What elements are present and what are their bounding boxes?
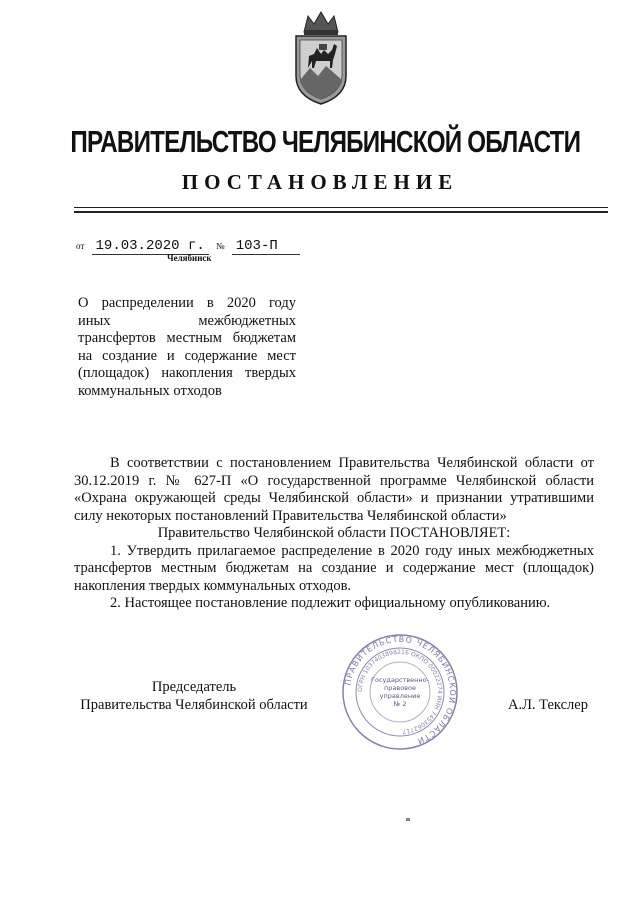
subject-line: О распределении в 2020 году (78, 295, 296, 311)
coat-of-arms-emblem (286, 10, 356, 106)
preamble-paragraph: В соответствии с постановлением Правительства Челябинской области от 30.12.2019 г. № 627-П «О государственной программе Челябинской области «Охрана окружающей среды Челябинской области» и признании утратившими силу некоторых постановлений Правительства Челябинской области» (74, 455, 594, 524)
signer-name: А.Л. Текслер (508, 697, 588, 713)
document-date: 19.03.2020 г. (92, 238, 209, 255)
signer-title-line1: Председатель (151, 679, 237, 695)
subject-line: (площадок) накопления твердых (78, 365, 296, 381)
item-2-paragraph: 2. Настоящее постановление подлежит официальному опубликованию. (110, 595, 551, 611)
item-1-paragraph: 1. Утвердить прилагаемое распределение в 2020 году иных межбюджетных трансфертов местным бюджетам на создание и содержание мест (площадок) накопления твердых коммунальных отходов. (74, 542, 594, 594)
subject-line: на создание и содержание мест (78, 347, 296, 364)
official-seal (340, 632, 460, 752)
signer-title (74, 679, 314, 714)
document-type-title: ПОСТАНОВЛЕНИЕ (181, 170, 459, 194)
document-body (74, 455, 594, 613)
scan-mark (406, 818, 410, 821)
header-rule-thin (74, 207, 608, 208)
seal-center-line3: управление (379, 692, 421, 700)
header-rule-thick (74, 211, 608, 213)
resolves-paragraph: Правительство Челябинской области ПОСТАНОВЛЯЕТ: (157, 525, 511, 541)
seal-center-line1: Государственно- (371, 676, 429, 684)
seal-inner-text: ОГРН 1037403898216 ОКПО 00022274 ИНН 7453062717 (356, 648, 444, 735)
city-label: Челябинск (167, 253, 212, 263)
seal-center-line4: № 2 (393, 700, 407, 708)
document-number: 103-П (232, 238, 300, 255)
date-prefix: от (76, 241, 85, 251)
number-prefix: № (215, 241, 225, 251)
government-title: ПРАВИТЕЛЬСТВО ЧЕЛЯБИНСКОЙ ОБЛАСТИ (70, 124, 581, 159)
seal-center-line2: правовое (384, 684, 416, 692)
subject-line: трансфертов местным бюджетам (78, 330, 296, 346)
seal-outer-text: ПРАВИТЕЛЬСТВО ЧЕЛЯБИНСКОЙ ОБЛАСТИ (343, 634, 458, 746)
subject-line: коммунальных отходов (78, 382, 222, 399)
signer-title-line2: Правительства Челябинской области (80, 696, 308, 713)
subject-line: иных межбюджетных (78, 312, 296, 329)
document-subject (78, 295, 296, 400)
